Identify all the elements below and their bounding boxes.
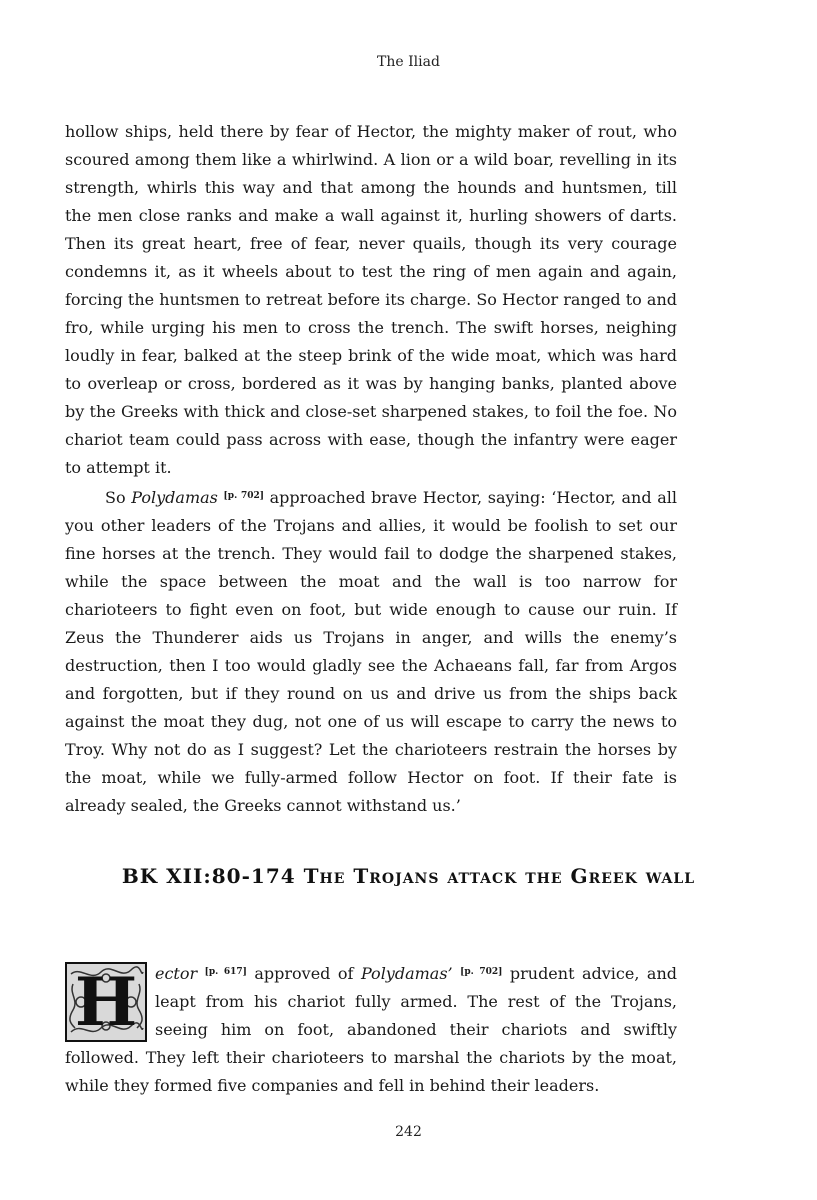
section-heading: BK XII:80-174 The Trojans attack the Greek wall bbox=[121, 864, 696, 888]
main-text bbox=[65, 118, 677, 820]
page-reference-link[interactable]: [p. 702] bbox=[460, 967, 503, 977]
polydamas-name: Polydamas’ bbox=[360, 964, 453, 983]
para3-text-2: prudent advice, and leapt from his chariot fully armed. The rest of the Trojans, seeing him on foot, abandoned their chariots and swiftly followed. They left their charioteers to marshal the chariots by the moat, while they formed five companies and fell in behind their leaders. bbox=[65, 964, 677, 1095]
page-reference-link[interactable]: [p. 702] bbox=[223, 491, 264, 501]
hector-name-rest: ector bbox=[155, 964, 198, 983]
page-reference-link[interactable]: [p. 617] bbox=[204, 967, 247, 977]
running-title: The Iliad bbox=[377, 54, 440, 70]
para2-lead: So bbox=[105, 488, 132, 507]
paragraph-3 bbox=[65, 958, 677, 1100]
para3-text-1: approved of bbox=[246, 964, 361, 983]
ornamental-dropcap bbox=[65, 962, 147, 1042]
para2-text: approached brave Hector, saying: ‘Hector, and all you other leaders of the Trojans and allies, it would be foolish to set our fine horses at the trench. They would fail to dodge the sharpened stakes, while the space between the moat and the wall is too narrow for charioteers to fight even on foot, but wide enough to cause our ruin. If Zeus the Thunderer aids us Trojans in anger, and wills the enemy’s destruction, then I too would gladly see the Achaeans fall, far from Argos and forgotten, but if they round on us and drive us from the ships back against the moat they dug, not one of us will escape to carry the news to Troy. Why not do as I suggest? Let the charioteers restrain the horses by the moat, while we fully-armed follow Hector on foot. If their fate is already sealed, the Greeks cannot withstand us.’ bbox=[65, 488, 677, 815]
polydamas-name: Polydamas bbox=[131, 488, 218, 507]
page-number: 242 bbox=[395, 1124, 422, 1140]
paragraph-2 bbox=[65, 482, 677, 820]
paragraph-1: hollow ships, held there by fear of Hector, the mighty maker of rout, who scoured among them like a whirlwind. A lion or a wild boar, revelling in its strength, whirls this way and that among the hounds and huntsmen, till the men close ranks and make a wall against it, hurling showers of darts. Then its great heart, free of fear, never quails, though its very courage condemns it, as it wheels about to test the ring of men again and again, forcing the huntsmen to retreat before its charge. So Hector ranged to and fro, while urging his men to cross the trench. The swift horses, neighing loudly in fear, balked at the steep brink of the wide moat, which was hard to overleap or cross, bordered as it was by hanging banks, planted above by the Greeks with thick and close-set sharpened stakes, to foil the foe. No chariot team could pass across with ease, though the infantry were eager to attempt it. bbox=[65, 122, 677, 477]
dropcap-letter: H bbox=[74, 963, 138, 1041]
